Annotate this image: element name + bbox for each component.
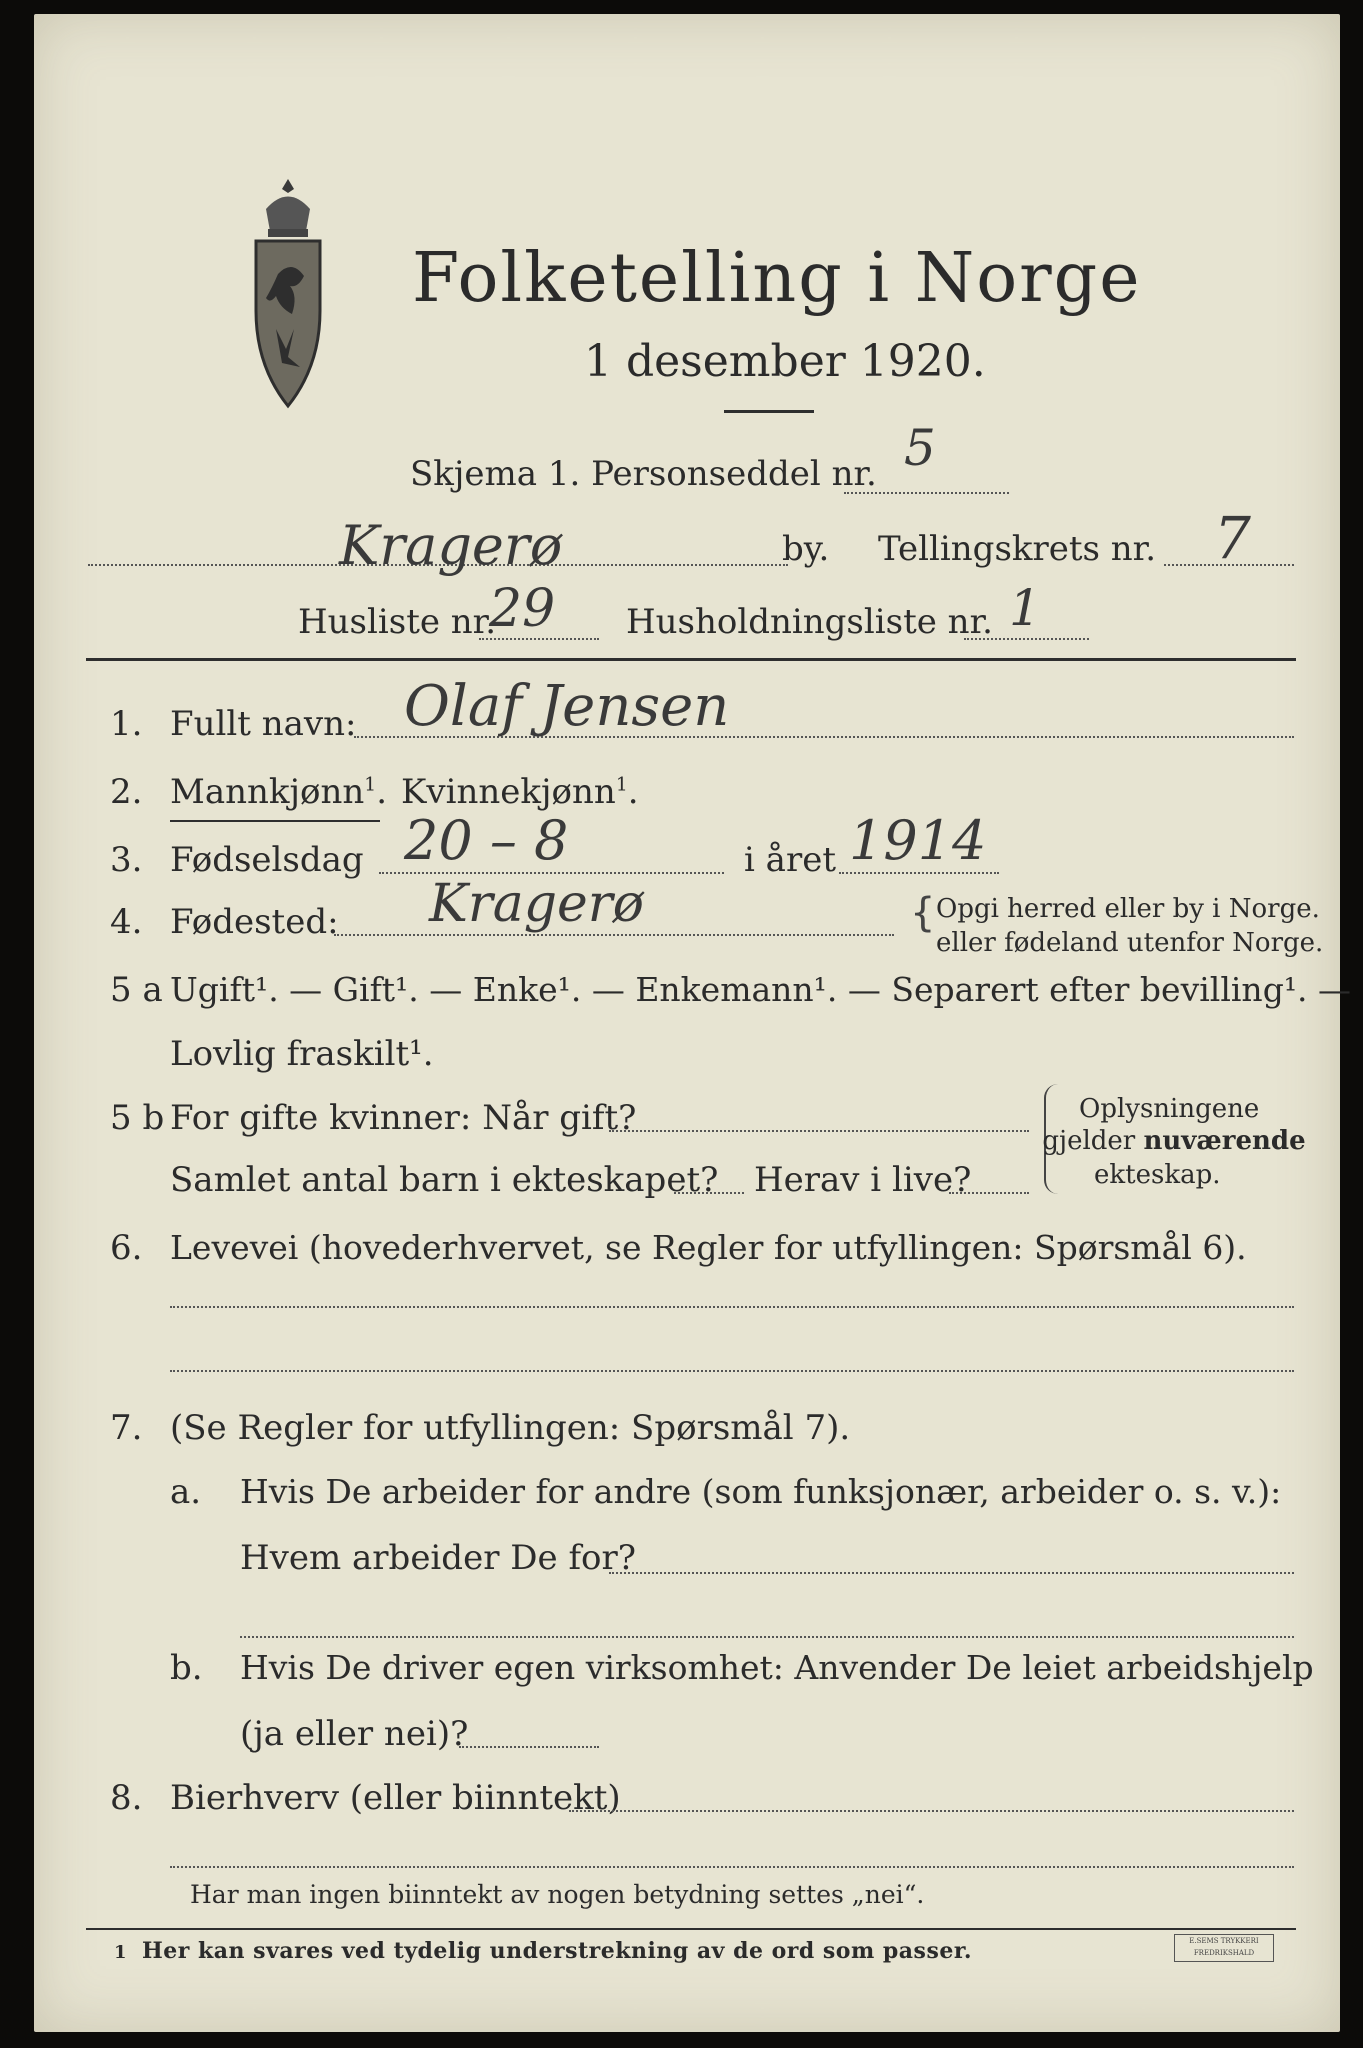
q4-number: 4. bbox=[110, 902, 143, 942]
husliste-label: Husliste nr. bbox=[298, 602, 497, 642]
q2-female-label: Kvinnekjønn bbox=[401, 772, 616, 812]
q6-label: Levevei (hovederhvervet, se Regler for utfyllingen: Spørsmål 6). bbox=[170, 1228, 1247, 1267]
husholdning-value[interactable]: 1 bbox=[1009, 579, 1041, 637]
q5b-children-line bbox=[674, 1192, 744, 1194]
q4-value[interactable]: Kragerø bbox=[429, 874, 644, 934]
q4-note-2: eller fødeland utenfor Norge. bbox=[936, 928, 1324, 958]
q7-number: 7. bbox=[110, 1408, 143, 1448]
q5a-line-2[interactable]: Lovlig fraskilt¹. bbox=[170, 1034, 434, 1074]
q2-option-female[interactable]: Kvinnekjønn$^1$. bbox=[401, 772, 639, 812]
printer-stamp bbox=[1174, 1934, 1274, 1962]
census-form-sheet bbox=[34, 14, 1352, 2032]
q8-note: Har man ingen biinntekt av nogen betydning settes „nei“. bbox=[190, 1880, 925, 1909]
skjema-value[interactable]: 5 bbox=[904, 419, 936, 477]
skjema-value-line bbox=[844, 492, 1009, 494]
city-value[interactable]: Kragerø bbox=[339, 514, 563, 577]
q3-number: 3. bbox=[110, 840, 143, 880]
q5b-note-2a: gjelder bbox=[1042, 1126, 1136, 1156]
q3-value[interactable]: 20 – 8 bbox=[404, 809, 569, 872]
husholdning-label: Husholdningsliste nr. bbox=[626, 602, 993, 642]
q3-year-line bbox=[839, 872, 999, 874]
q8-answer-line-2[interactable] bbox=[170, 1866, 1294, 1868]
q7a-line-2: Hvem arbeider De for? bbox=[240, 1538, 636, 1578]
q5b-note-2 bbox=[1039, 1126, 1309, 1156]
q2-number: 2. bbox=[110, 772, 143, 812]
q6-line-1[interactable] bbox=[170, 1306, 1294, 1308]
q7a-answer-line[interactable] bbox=[609, 1572, 1294, 1574]
q5b-alive-line bbox=[949, 1192, 1029, 1194]
coat-of-arms-icon bbox=[248, 179, 328, 413]
husliste-value[interactable]: 29 bbox=[489, 579, 556, 639]
q4-label: Fødested: bbox=[170, 902, 339, 942]
q2-male-label: Mannkjønn bbox=[170, 772, 365, 812]
q5b-number: 5 b bbox=[110, 1098, 165, 1138]
q7b-answer-line[interactable] bbox=[459, 1746, 599, 1748]
q5a-number: 5 a bbox=[110, 970, 163, 1010]
form-title: Folketelling i Norge bbox=[412, 239, 1142, 318]
q2-underline bbox=[170, 820, 380, 822]
tellingskrets-value[interactable]: 7 bbox=[1214, 504, 1251, 572]
q6-line-2[interactable] bbox=[170, 1370, 1294, 1372]
q8-label: Bierhverv (eller biinntekt) bbox=[170, 1778, 621, 1818]
q8-answer-line[interactable] bbox=[569, 1810, 1294, 1812]
footer-divider bbox=[86, 1928, 1296, 1930]
form-date: 1 desember 1920. bbox=[584, 336, 986, 387]
husholdning-line bbox=[964, 638, 1089, 640]
q3-year-value[interactable]: 1914 bbox=[849, 809, 987, 872]
section-divider bbox=[86, 658, 1296, 661]
q2-option-male[interactable]: Mannkjønn$^1$. bbox=[170, 772, 387, 812]
q4-line bbox=[334, 934, 894, 936]
q1-label: Fullt navn: bbox=[170, 704, 357, 744]
q7-label: (Se Regler for utfyllingen: Spørsmål 7). bbox=[170, 1408, 851, 1448]
q4-note-brace: { bbox=[910, 890, 936, 936]
q5b-married-line bbox=[609, 1130, 1029, 1132]
q3-label: Fødselsdag bbox=[170, 840, 364, 880]
q7b-line-1: Hvis De driver egen virksomhet: Anvender De leiet arbeidshjelp bbox=[240, 1648, 1314, 1687]
q1-value[interactable]: Olaf Jensen bbox=[404, 674, 730, 739]
q7b-line-2: (ja eller nei)? bbox=[240, 1714, 469, 1754]
q7b-letter: b. bbox=[170, 1648, 203, 1688]
footnote-text: Her kan svares ved tydelig understrekning av de ord som passer. bbox=[142, 1938, 973, 1964]
printer-stamp-text: E.SEMS TRYKKERI FREDRIKSHALD bbox=[1189, 1937, 1259, 1957]
q5b-alive-label: Herav i live? bbox=[754, 1160, 972, 1200]
q7a-answer-line-2[interactable] bbox=[240, 1636, 1294, 1638]
q3-year-label: i året bbox=[744, 840, 836, 880]
q5a-line-1[interactable]: Ugift¹. — Gift¹. — Enke¹. — Enkemann¹. — Separert efter bevilling¹. — bbox=[170, 970, 1352, 1009]
q7a-letter: a. bbox=[170, 1472, 202, 1512]
q5b-note-3: ekteskap. bbox=[1094, 1160, 1221, 1190]
q5b-note-2b: nuværende bbox=[1143, 1126, 1306, 1156]
q1-number: 1. bbox=[110, 704, 143, 744]
q7a-line-1: Hvis De arbeider for andre (som funksjonær, arbeider o. s. v.): bbox=[240, 1472, 1282, 1511]
q8-number: 8. bbox=[110, 1778, 143, 1818]
header-divider bbox=[724, 410, 814, 413]
q6-number: 6. bbox=[110, 1228, 143, 1268]
tellingskrets-label: Tellingskrets nr. bbox=[878, 529, 1157, 569]
q5b-note-1: Oplysningene bbox=[1079, 1094, 1260, 1124]
q5b-line-1: For gifte kvinner: Når gift? bbox=[170, 1098, 637, 1138]
skjema-label: Skjema 1. Personseddel nr. bbox=[410, 454, 877, 494]
q4-note-1: Opgi herred eller by i Norge. bbox=[936, 894, 1320, 924]
by-label: by. bbox=[782, 529, 830, 569]
q5b-children-label: Samlet antal barn i ekteskapet? bbox=[170, 1160, 719, 1200]
footnote-marker: 1 bbox=[114, 1942, 128, 1963]
